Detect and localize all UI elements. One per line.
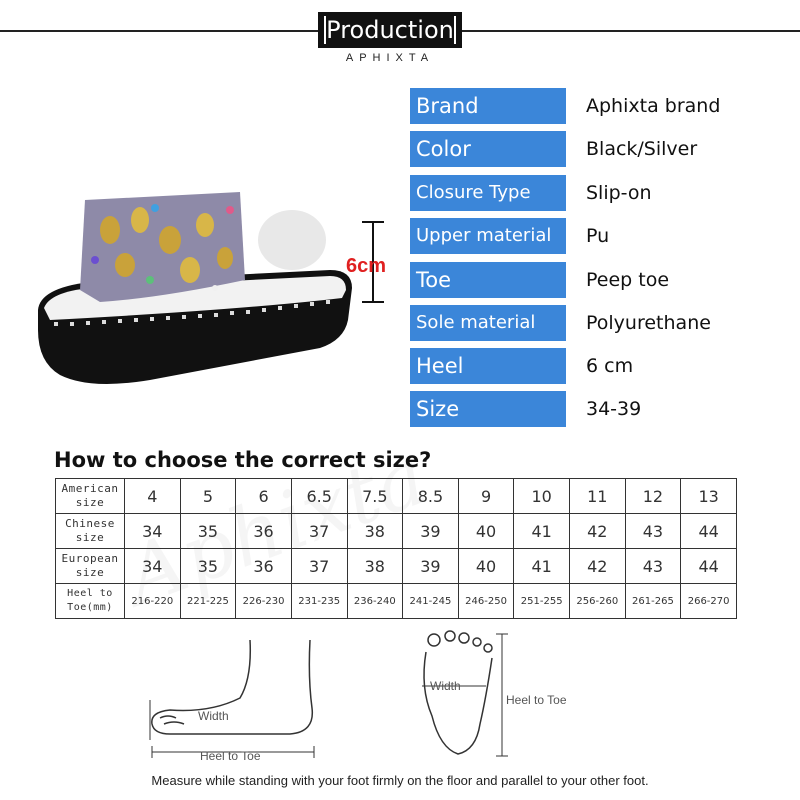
- header-rule-left: [0, 30, 318, 32]
- table-cell: 44: [681, 549, 737, 584]
- table-row: [56, 549, 737, 584]
- spec-key-toe: Toe: [410, 262, 566, 298]
- table-cell: 266-270: [681, 584, 737, 619]
- table-cell: 35: [180, 549, 236, 584]
- table-cell: 41: [514, 514, 570, 549]
- table-cell: 231-235: [291, 584, 347, 619]
- table-cell: 35: [180, 514, 236, 549]
- spec-value-color: Black/Silver: [586, 138, 698, 160]
- table-cell: 256-260: [570, 584, 626, 619]
- header-rule-right: [462, 30, 800, 32]
- table-cell: 43: [625, 514, 681, 549]
- table-cell: 44: [681, 514, 737, 549]
- top-length-label: Heel to Toe: [506, 693, 567, 707]
- table-cell: 246-250: [458, 584, 514, 619]
- side-length-label: Heel to Toe: [200, 749, 261, 763]
- table-cell: 34: [125, 549, 181, 584]
- production-badge: Production: [318, 12, 462, 48]
- spec-key-color: Color: [410, 131, 566, 167]
- table-cell: 42: [570, 549, 626, 584]
- spec-key-size: Size: [410, 391, 566, 427]
- table-cell: 36: [236, 514, 292, 549]
- table-cell: 42: [570, 514, 626, 549]
- table-cell: 9: [458, 479, 514, 514]
- table-cell: 251-255: [514, 584, 570, 619]
- row-header: American size: [56, 479, 125, 514]
- table-cell: 13: [681, 479, 737, 514]
- table-cell: 12: [625, 479, 681, 514]
- spec-value-brand: Aphixta brand: [586, 95, 721, 117]
- spec-value-size: 34-39: [586, 398, 642, 420]
- table-cell: 6: [236, 479, 292, 514]
- spec-key-brand: Brand: [410, 88, 566, 124]
- spec-key-closure-type: Closure Type: [410, 175, 566, 211]
- table-cell: 11: [570, 479, 626, 514]
- table-row: [56, 584, 737, 619]
- table-cell: 39: [403, 549, 459, 584]
- row-header: Chinese size: [56, 514, 125, 549]
- size-guide-heading: How to choose the correct size?: [54, 448, 432, 472]
- heel-height-cap-bottom: [362, 301, 384, 303]
- spec-key-upper-material: Upper material: [410, 218, 566, 254]
- side-width-label: Width: [198, 709, 229, 723]
- top-width-label: Width: [430, 679, 461, 693]
- table-cell: 34: [125, 514, 181, 549]
- table-cell: 38: [347, 549, 403, 584]
- spec-value-sole-material: Polyurethane: [586, 312, 711, 334]
- row-header: Heel to Toe(mm): [56, 584, 125, 619]
- table-cell: 40: [458, 514, 514, 549]
- table-cell: 38: [347, 514, 403, 549]
- table-cell: 8.5: [403, 479, 459, 514]
- table-cell: 221-225: [180, 584, 236, 619]
- table-cell: 39: [403, 514, 459, 549]
- table-cell: 261-265: [625, 584, 681, 619]
- spec-value-toe: Peep toe: [586, 269, 670, 291]
- table-cell: 10: [514, 479, 570, 514]
- spec-value-closure-type: Slip-on: [586, 182, 652, 204]
- side-view-foot: [152, 640, 313, 734]
- measurement-caption: Measure while standing with your foot firmly on the floor and parallel to your other foot.: [151, 773, 649, 788]
- table-cell: 43: [625, 549, 681, 584]
- table-cell: 241-245: [403, 584, 459, 619]
- table-cell: 41: [514, 549, 570, 584]
- table-row: [56, 514, 737, 549]
- table-cell: 37: [291, 549, 347, 584]
- table-cell: 236-240: [347, 584, 403, 619]
- table-cell: 6.5: [291, 479, 347, 514]
- table-cell: 40: [458, 549, 514, 584]
- table-cell: 37: [291, 514, 347, 549]
- spec-key-sole-material: Sole material: [410, 305, 566, 341]
- spec-value-upper-material: Pu: [586, 225, 610, 247]
- table-cell: 5: [180, 479, 236, 514]
- heel-height-cap-top: [362, 221, 384, 223]
- row-header: European size: [56, 549, 125, 584]
- table-cell: 216-220: [125, 584, 181, 619]
- table-cell: 226-230: [236, 584, 292, 619]
- spec-key-heel: Heel: [410, 348, 566, 384]
- table-cell: 4: [125, 479, 181, 514]
- table-cell: 36: [236, 549, 292, 584]
- size-chart-table: [55, 478, 737, 619]
- table-row: [56, 479, 737, 514]
- product-image: [30, 170, 360, 400]
- spec-value-heel: 6 cm: [586, 355, 634, 377]
- table-cell: 7.5: [347, 479, 403, 514]
- brand-subtitle: APHIXTA: [345, 52, 435, 64]
- foot-measurement-diagrams: [140, 628, 700, 768]
- heel-height-label: 6cm: [346, 255, 387, 277]
